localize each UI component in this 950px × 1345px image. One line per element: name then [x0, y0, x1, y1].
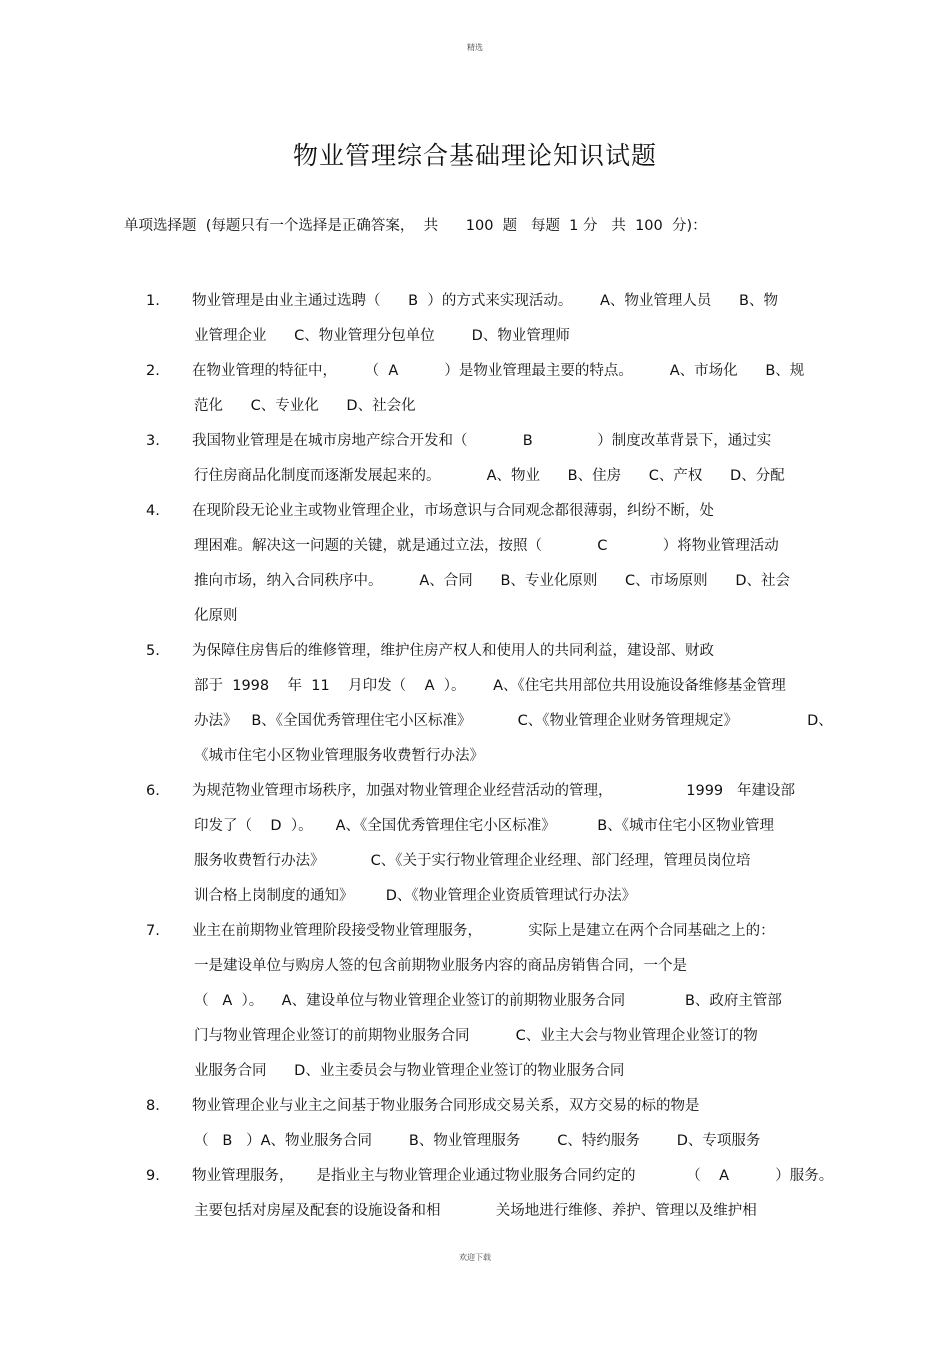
- question-text-line: （ B ）A、物业服务合同 B、物业管理服务 C、特约服务 D、专项服务: [194, 1133, 761, 1149]
- question-text: [192, 284, 836, 354]
- question-item: [146, 1089, 836, 1159]
- question-text: [192, 424, 836, 494]
- question-item: [146, 1159, 836, 1229]
- question-text-line: 理困难。解决这一问题的关键，就是通过立法，按照（ C ）将物业管理活动: [194, 538, 779, 554]
- question-text-line: 部于 1998 年 11 月印发（ A ）。 A、《住宅共用部位共用设施设备维修基金管理: [194, 678, 786, 694]
- question-text: [192, 1159, 836, 1229]
- question-text-line: 物业管理服务， 是指业主与物业管理企业通过物业服务合同约定的 （ A ）服务。: [192, 1168, 834, 1184]
- question-item: [146, 914, 836, 1089]
- question-number: 7.: [146, 923, 160, 939]
- page-title: 物业管理综合基础理论知识试题: [292, 141, 657, 170]
- question-number: 4.: [146, 503, 160, 519]
- question-number: 2.: [146, 363, 160, 379]
- question-text: [192, 634, 836, 774]
- question-number: 5.: [146, 643, 160, 659]
- question-text-line: 我国物业管理是在城市房地产综合开发和（ B ）制度改革背景下，通过实: [192, 433, 772, 449]
- question-text-line: 办法》 B、《全国优秀管理住宅小区标准》 C、《物业管理企业财务管理规定》 D、: [194, 713, 833, 729]
- question-text: [192, 774, 836, 914]
- question-number: 3.: [146, 433, 160, 449]
- question-text: [192, 354, 836, 424]
- question-text-line: 范化 C、专业化 D、社会化: [194, 398, 416, 414]
- question-text-line: 业管理企业 C、物业管理分包单位 D、物业管理师: [194, 328, 570, 344]
- question-text-line: 为保障住房售后的维修管理，维护住房产权人和使用人的共同利益，建设部、财政: [192, 643, 714, 659]
- question-text-line: 为规范物业管理市场秩序，加强对物业管理企业经营活动的管理， 1999 年建设部: [192, 783, 795, 799]
- question-text: [192, 1089, 836, 1159]
- question-item: [146, 354, 836, 424]
- question-number: 9.: [146, 1168, 160, 1184]
- question-text-line: 物业管理是由业主通过选聘（ B ）的方式来实现活动。 A、物业管理人员 B、物: [192, 293, 778, 309]
- question-number: 6.: [146, 783, 160, 799]
- question-text: [192, 494, 836, 634]
- question-text-line: 物业管理企业与业主之间基于物业服务合同形成交易关系，双方交易的标的物是: [192, 1098, 700, 1114]
- footer-watermark: 欢迎下载: [459, 1253, 491, 1262]
- question-text-line: 在物业管理的特征中， （ A ）是物业管理最主要的特点。 A、市场化 B、规: [192, 363, 805, 379]
- question-text-line: 服务收费暂行办法》 C、《关于实行物业管理企业经理、部门经理，管理员岗位培: [194, 853, 751, 869]
- question-item: [146, 774, 836, 914]
- question-text-line: （ A ）。 A、建设单位与物业管理企业签订的前期物业服务合同 B、政府主管部: [194, 993, 782, 1009]
- question-text-line: 主要包括对房屋及配套的设施设备和相 关场地进行维修、养护、管理以及维护相: [194, 1203, 757, 1219]
- question-number: 1.: [146, 293, 160, 309]
- question-item: [146, 284, 836, 354]
- question-text-line: 门与物业管理企业签订的前期物业服务合同 C、业主大会与物业管理企业签订的物: [194, 1028, 758, 1044]
- question-text-line: 《城市住宅小区物业管理服务收费暂行办法》: [194, 748, 484, 764]
- section-instructions: 单项选择题 (每题只有一个选择是正确答案， 共 100 题 每题 1 分 共 100 分)：: [124, 218, 707, 234]
- question-text-line: 训合格上岗制度的通知》 D、《物业管理企业资质管理试行办法》: [194, 888, 637, 904]
- question-text-line: 一是建设单位与购房人签的包含前期物业服务内容的商品房销售合同，一个是: [194, 958, 687, 974]
- question-text-line: 行住房商品化制度而逐渐发展起来的。 A、物业 B、住房 C、产权 D、分配: [194, 468, 785, 484]
- question-text-line: 业主在前期物业管理阶段接受物业管理服务， 实际上是建立在两个合同基础之上的：: [192, 923, 775, 939]
- question-text-line: 化原则: [194, 608, 238, 624]
- header-watermark: 精选: [467, 43, 483, 52]
- question-text: [192, 914, 836, 1089]
- question-item: [146, 634, 836, 774]
- question-number: 8.: [146, 1098, 160, 1114]
- question-list: [146, 284, 836, 1229]
- question-text-line: 业服务合同 D、业主委员会与物业管理企业签订的物业服务合同: [194, 1063, 625, 1079]
- question-text-line: 印发了（ D ）。 A、《全国优秀管理住宅小区标准》 B、《城市住宅小区物业管理: [194, 818, 774, 834]
- question-item: [146, 424, 836, 494]
- question-text-line: 在现阶段无论业主或物业管理企业，市场意识与合同观念都很薄弱，纠纷不断，处: [192, 503, 714, 519]
- question-item: [146, 494, 836, 634]
- question-text-line: 推向市场，纳入合同秩序中。 A、合同 B、专业化原则 C、市场原则 D、社会: [194, 573, 790, 589]
